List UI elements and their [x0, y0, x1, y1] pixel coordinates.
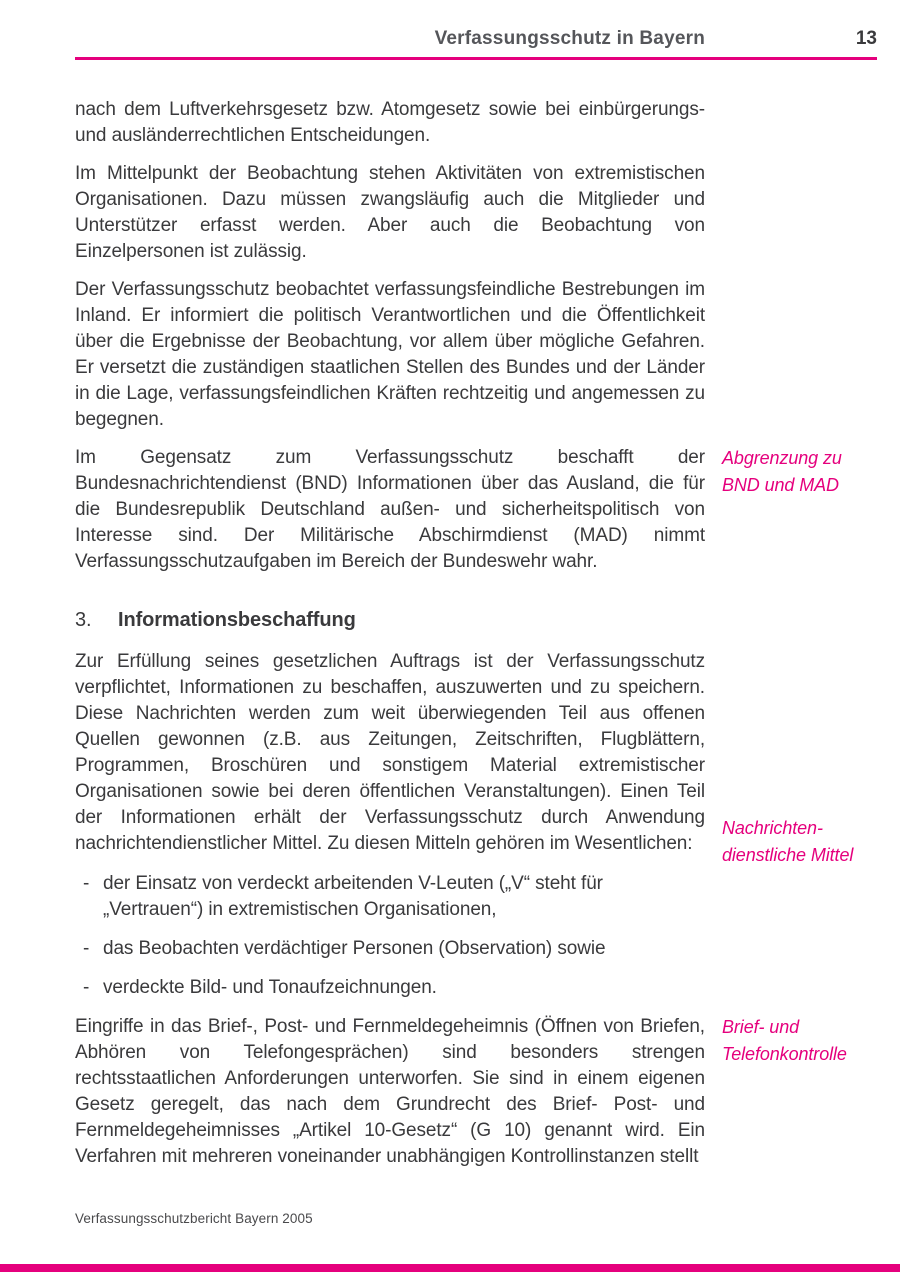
bullet-dash: - — [83, 977, 90, 998]
margin-note-line: Telefonkontrolle — [722, 1044, 847, 1064]
page-number: 13 — [855, 28, 877, 49]
running-title: Verfassungsschutz in Bayern — [434, 28, 705, 49]
paragraph-row-with-note — [75, 445, 875, 587]
header-rule — [75, 57, 877, 60]
bottom-accent-bar — [0, 1264, 900, 1272]
bullet-text-observation: das Beobachten verdächtiger Personen (Observation) sowie — [103, 938, 606, 959]
bullet-list — [75, 871, 875, 1001]
paragraph-mittelpunkt-beobachtung: Im Mittelpunkt der Beobachtung stehen Aktivitäten von extremistischen Organisationen. Dazu müssen zwangsläufig auch die Mitglieder und Unterstützer erfasst werden. Aber auch die Beobachtung von Einzelpersonen ist zulässig. — [75, 163, 705, 262]
bullet-dash: - — [83, 938, 90, 959]
margin-note-abgrenzung — [722, 445, 875, 499]
paragraph-verfassungsschutz-beobachtet: Der Verfassungsschutz beobachtet verfassungsfeindliche Bestrebungen im Inland. Er informiert die politisch Verantwortlichen und die Öffentlichkeit über die Ergebnisse der Beobachtung, vor allem über mögliche Gefahren. Er versetzt die zuständigen staatlichen Stellen des Bundes und der Länder in die Lage, verfassungsfeindlichen Kräften rechtzeitig und angemessen zu begegnen. — [75, 279, 705, 430]
bullet-text-v-leute: der Einsatz von verdeckt arbeitenden V-Leuten („V“ steht für „Vertrauen“) in extremistischen Organisationen, — [103, 873, 603, 920]
margin-note-line: BND und MAD — [722, 475, 839, 495]
paragraph-luftverkehrsgesetz: nach dem Luftverkehrsgesetz bzw. Atomgesetz sowie bei einbürgerungs- und ausländerrechtlichen Entscheidungen. — [75, 99, 705, 146]
section-heading — [75, 607, 875, 633]
section-number: 3. — [75, 609, 92, 631]
list-item — [75, 936, 705, 962]
list-item — [75, 871, 705, 923]
footer-report-title: Verfassungsschutzbericht Bayern 2005 — [75, 1211, 313, 1226]
paragraph-row — [75, 161, 875, 277]
paragraph-informationsbeschaffung: Zur Erfüllung seines gesetzlichen Auftrags ist der Verfassungsschutz verpflichtet, Informationen zu beschaffen, auszuwerten und zu speichern. Diese Nachrichten werden zum weit überwiegenden Teil aus offenen Quellen gewonnen (z.B. aus Zeitungen, Zeitschriften, Flugblättern, Programmen, Broschüren und sonstigem Material extremistischer Organisationen sowie bei deren öffentlichen Veranstaltungen). Einen Teil der Informationen erhält der Verfassungsschutz durch Anwendung nachrichtendienstlicher Mittel. Zu diesen Mitteln gehören im Wesentlichen: — [75, 651, 705, 854]
margin-note-line: dienstliche Mittel — [722, 845, 854, 865]
paragraph-bnd-mad: Im Gegensatz zum Verfassungsschutz beschafft der Bundesnachrichtendienst (BND) Informationen über das Ausland, die für die Bundesrepublik Deutschland außen- und sicherheitspolitisch von Interesse sind. Der Militärische Abschirmdienst (MAD) nimmt Verfassungsschutzaufgaben im Bereich der Bundeswehr wahr. — [75, 447, 705, 572]
margin-note-nachrichtendienstliche-mittel — [722, 815, 875, 869]
page-content — [75, 97, 875, 1170]
margin-note-line: Nachrichten- — [722, 818, 823, 838]
bullet-text-aufzeichnungen: verdeckte Bild- und Tonaufzeichnungen. — [103, 977, 437, 998]
section-title: Informationsbeschaffung — [118, 609, 356, 631]
page-header — [75, 28, 877, 50]
paragraph-row — [75, 277, 875, 445]
paragraph-brief-post-fernmeldegeheimnis: Eingriffe in das Brief-, Post- und Fernmeldegeheimnis (Öffnen von Briefen, Abhören von Telefongesprächen) sind besonders strengen rechtsstaatlichen Anforderungen unterworfen. Sie sind in einem eigenen Gesetz geregelt, das nach dem Grundrecht des Brief- Post- und Fernmeldegeheimnisses „Artikel 10-Gesetz“ (G 10) genannt wird. Ein Verfahren mit mehreren voneinander unabhängigen Kontrollinstanzen stellt — [75, 1016, 705, 1167]
margin-note-line: Abgrenzung zu — [722, 448, 842, 468]
margin-note-brief-telefonkontrolle — [722, 1014, 875, 1068]
margin-note-line: Brief- und — [722, 1017, 800, 1037]
paragraph-row-with-note — [75, 1014, 875, 1170]
list-item — [75, 975, 705, 1001]
bullet-dash: - — [83, 873, 90, 894]
paragraph-row — [75, 97, 875, 161]
paragraph-row-with-note — [75, 649, 875, 869]
